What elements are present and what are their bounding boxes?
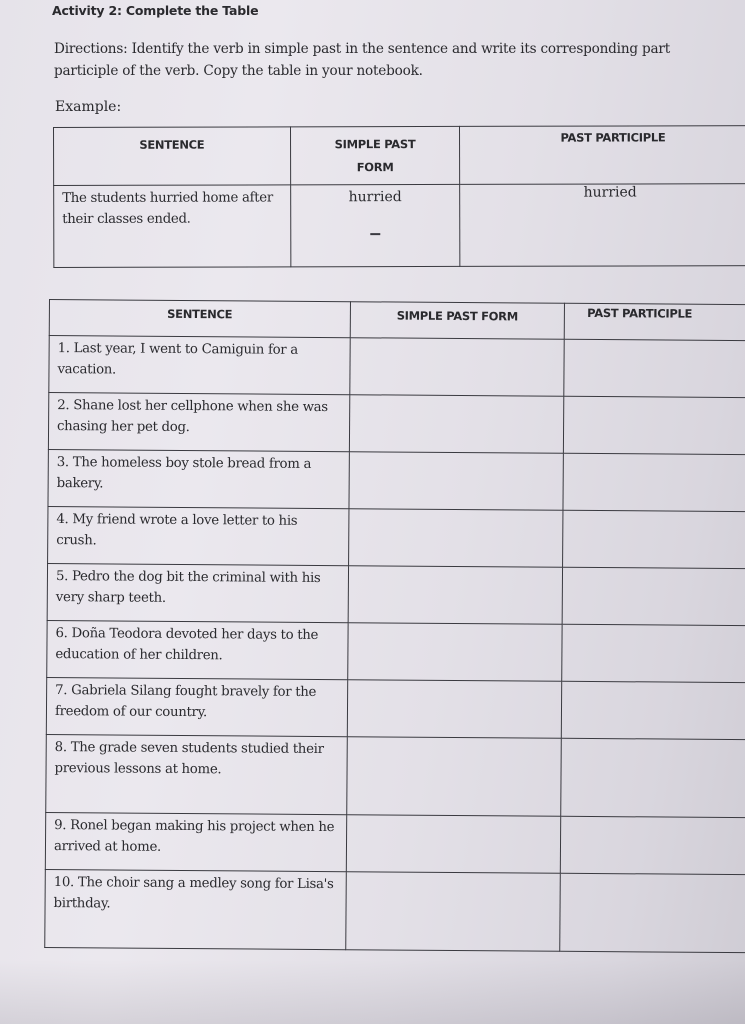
table-row [46, 677, 745, 740]
example-simple-past-cell [290, 184, 460, 266]
past-participle-answer-cell[interactable] [562, 624, 745, 683]
table-row [47, 620, 745, 683]
example-simple-past: hurried [348, 189, 402, 206]
past-participle-answer-cell[interactable] [560, 873, 745, 953]
simple-past-answer-cell[interactable] [345, 872, 560, 952]
past-participle-answer-cell[interactable] [564, 339, 745, 398]
table-row [47, 563, 745, 626]
activity-title: Activity 2: Complete the Table [52, 3, 259, 18]
page-shadow [0, 960, 745, 1024]
table-row [48, 449, 745, 512]
column-header-simple-past-label: SIMPLE PAST FORM [334, 137, 416, 175]
past-participle-answer-cell[interactable] [561, 738, 745, 818]
directions-text: Directions: Identify the verb in simple past in the sentence and write its corresponding part participle of the verb. Copy the table in your notebook. [54, 41, 670, 79]
table-row [48, 393, 745, 456]
sentence-cell: 2. Shane lost her cellphone when she was chasing her pet dog. [48, 393, 349, 452]
past-participle-answer-cell[interactable] [562, 681, 745, 740]
table-row [49, 336, 745, 399]
example-sentence: The students hurried home after their classes ended. [54, 185, 291, 268]
past-participle-answer-cell[interactable] [562, 567, 745, 626]
column-header-simple-past: SIMPLE PAST FORM [350, 302, 565, 340]
simple-past-answer-cell[interactable] [349, 338, 564, 397]
sentence-cell: 3. The homeless boy stole bread from a bakery. [48, 449, 349, 508]
table-row [45, 812, 745, 875]
example-past-participle: hurried [460, 184, 745, 267]
table-row [48, 506, 745, 569]
column-header-sentence: SENTENCE [49, 300, 350, 338]
sentence-cell: 5. Pedro the dog bit the criminal with his very sharp teeth. [47, 563, 348, 622]
example-table [53, 125, 745, 268]
simple-past-answer-cell[interactable] [346, 815, 561, 874]
example-header-row [54, 126, 745, 186]
table-header-row [49, 300, 745, 342]
past-participle-answer-cell[interactable] [564, 396, 745, 455]
sentence-cell: 4. My friend wrote a love letter to his crush. [48, 506, 349, 565]
sentence-cell: 1. Last year, I went to Camiguin for a vacation. [49, 336, 350, 395]
past-participle-answer-cell[interactable] [563, 453, 745, 512]
example-label: Example: [55, 99, 122, 115]
column-header-simple-past [290, 126, 460, 184]
column-header-sentence: SENTENCE [54, 127, 291, 186]
sentence-cell: 6. Doña Teodora devoted her days to the education of her children. [47, 620, 348, 679]
simple-past-answer-cell[interactable] [347, 623, 562, 682]
pen-mark [370, 233, 380, 235]
simple-past-answer-cell[interactable] [347, 680, 562, 739]
sentence-cell: 8. The grade seven students studied their previous lessons at home. [46, 734, 347, 814]
activity-table [44, 299, 745, 954]
sentence-cell: 7. Gabriela Silang fought bravely for the freedom of our country. [46, 677, 347, 736]
simple-past-answer-cell[interactable] [349, 395, 564, 454]
simple-past-answer-cell[interactable] [348, 566, 563, 625]
simple-past-answer-cell[interactable] [348, 509, 563, 568]
column-header-past-participle: PAST PARTICIPLE [564, 303, 745, 341]
column-header-past-participle: PAST PARTICIPLE [460, 126, 745, 185]
sentence-cell: 10. The choir sang a medley song for Lisa's birthday. [45, 869, 346, 949]
past-participle-answer-cell[interactable] [563, 510, 745, 569]
simple-past-answer-cell[interactable] [346, 737, 561, 817]
example-row [54, 184, 745, 268]
sentence-cell: 9. Ronel began making his project when he arrived at home. [45, 812, 346, 871]
table-row [46, 734, 745, 818]
past-participle-answer-cell[interactable] [561, 816, 745, 875]
simple-past-answer-cell[interactable] [349, 452, 564, 511]
table-row [45, 869, 745, 953]
